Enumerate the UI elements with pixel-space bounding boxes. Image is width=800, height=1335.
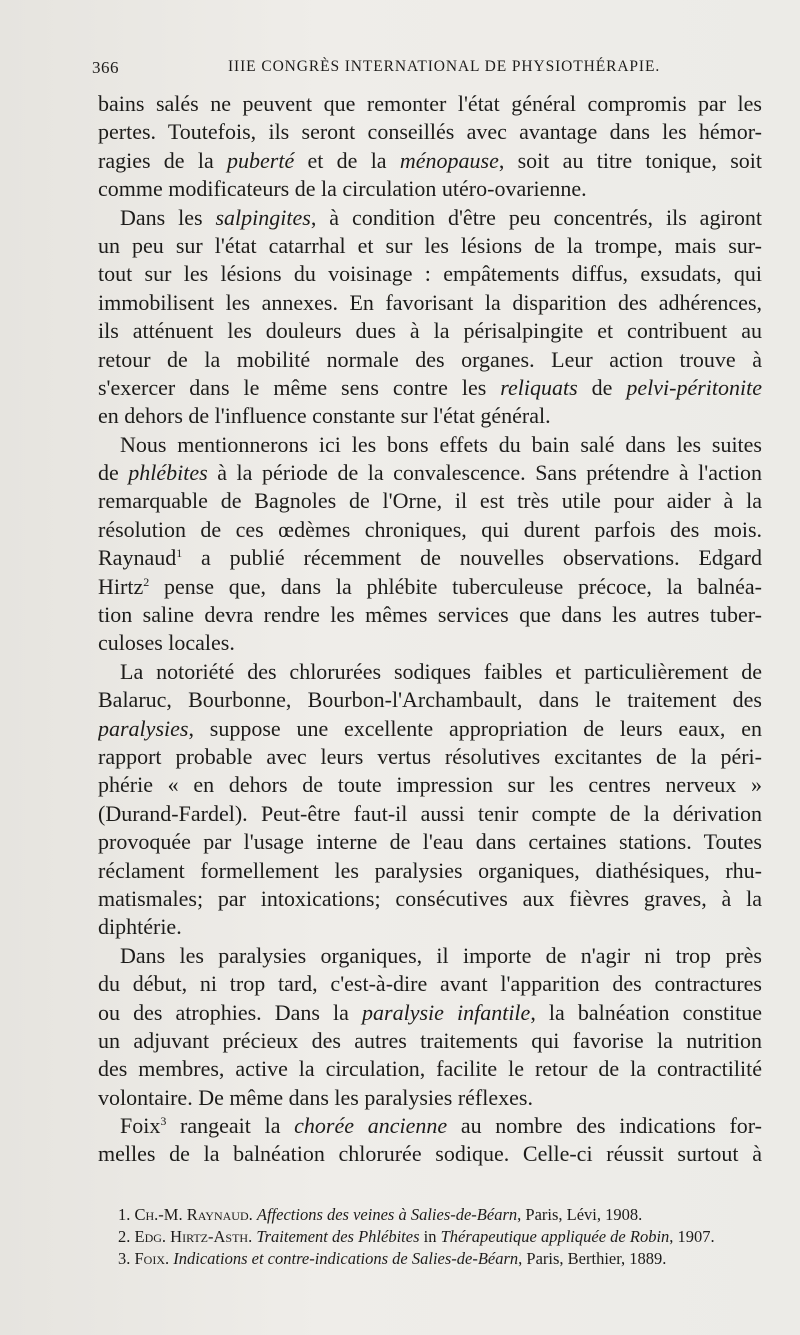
body-text [98, 90, 762, 1169]
body-line: tout sur les lésions du voisinage : empâtements diffus, exsudats, qui [98, 261, 762, 287]
body-line: du début, ni trop tard, c'est-à-dire avant l'apparition des contractures [98, 971, 762, 997]
body-line: Dans les salpingites, à condition d'être peu concentrés, ils agiront [120, 204, 762, 230]
body-line: matismales; par intoxications; consécutives aux fièvres graves, à la [98, 885, 762, 911]
body-line: des membres, active la circulation, facilite le retour de la contractilité [98, 1056, 762, 1082]
body-line: Nous mentionnerons ici les bons effets du bain salé dans les suites [120, 431, 762, 457]
footnote: 2. Edg. Hirtz-Asth. Traitement des Phlébites in Thérapeutique appliquée de Robin, 1907. [118, 1227, 715, 1246]
body-line: ou des atrophies. Dans la paralysie infantile, la balnéation constitue [98, 999, 762, 1025]
body-line: immobilisent les annexes. En favorisant la disparition des adhérences, [98, 289, 762, 315]
body-line: paralysies, suppose une excellente appropriation de leurs eaux, en [98, 715, 762, 741]
body-line: Foix$^3$ rangeait la chorée ancienne au nombre des indications for- [120, 1113, 762, 1139]
body-line: ils atténuent les douleurs dues à la périsalpingite et contribuent au [98, 318, 762, 344]
body-line: remarquable de Bagnoles de l'Orne, il est très utile pour aider à la [98, 488, 762, 514]
body-line: retour de la mobilité normale des organes. Leur action trouve à [98, 346, 762, 372]
footnote: 1. Ch.-M. Raynaud. Affections des veines à Salies-de-Béarn, Paris, Lévi, 1908. [118, 1205, 643, 1224]
body-line: un peu sur l'état catarrhal et sur les lésions de la trompe, mais sur- [98, 232, 762, 258]
body-line: bains salés ne peuvent que remonter l'état général compromis par les [98, 91, 762, 116]
footnote: 3. Foix. Indications et contre-indications de Salies-de-Béarn, Paris, Berthier, 1889. [118, 1249, 667, 1268]
body-line: phérie « en dehors de toute impression sur les centres nerveux » [98, 772, 762, 798]
body-line: volontaire. De même dans les paralysies réflexes. [98, 1084, 533, 1110]
body-line: résolution de ces œdèmes chroniques, qui durent parfois des mois. [98, 516, 762, 542]
body-line: ragies de la puberté et de la ménopause, soit au titre tonique, soit [98, 147, 762, 173]
body-line: Dans les paralysies organiques, il importe de n'agir ni trop près [120, 942, 762, 968]
body-line: un adjuvant précieux des autres traitements qui favorise la nutrition [98, 1027, 762, 1053]
body-line: melles de la balnéation chlorurée sodique. Celle-ci réussit surtout à [98, 1141, 762, 1167]
body-line: provoquée par l'usage interne de l'eau dans certaines stations. Toutes [98, 829, 762, 855]
body-line: de phlébites à la période de la convalescence. Sans prétendre à l'action [98, 460, 762, 486]
body-line: réclament formellement les paralysies organiques, diathésiques, rhu- [98, 857, 762, 883]
body-line: comme modificateurs de la circulation utéro-ovarienne. [98, 176, 587, 202]
body-line: diphtérie. [98, 914, 182, 940]
body-line: tion saline devra rendre les mêmes services que dans les autres tuber- [98, 602, 762, 628]
body-line: rapport probable avec leurs vertus résolutives excitantes de la péri- [98, 743, 762, 769]
body-line: La notoriété des chlorurées sodiques faibles et particulièrement de [120, 658, 762, 684]
page-header [92, 58, 772, 84]
body-line: en dehors de l'influence constante sur l'état général. [98, 403, 551, 429]
body-line: s'exercer dans le même sens contre les reliquats de pelvi-péritonite [98, 374, 762, 400]
body-line: Balaruc, Bourbonne, Bourbon-l'Archambault, dans le traitement des [98, 687, 762, 713]
footnotes [118, 1204, 766, 1270]
body-line: culoses locales. [98, 630, 235, 656]
body-line: Hirtz$^2$ pense que, dans la phlébite tuberculeuse précoce, la balnéa- [98, 573, 762, 599]
body-line: (Durand-Fardel). Peut-être faut-il aussi tenir compte de la dérivation [98, 800, 762, 826]
page-number: 366 [92, 58, 119, 77]
running-head: IIIE CONGRÈS INTERNATIONAL DE PHYSIOTHÉRAPIE. [228, 58, 661, 75]
body-line: Raynaud$^1$ a publié récemment de nouvelles observations. Edgard [98, 545, 762, 571]
body-line: pertes. Toutefois, ils seront conseillés avec avantage dans les hémor- [98, 119, 762, 145]
